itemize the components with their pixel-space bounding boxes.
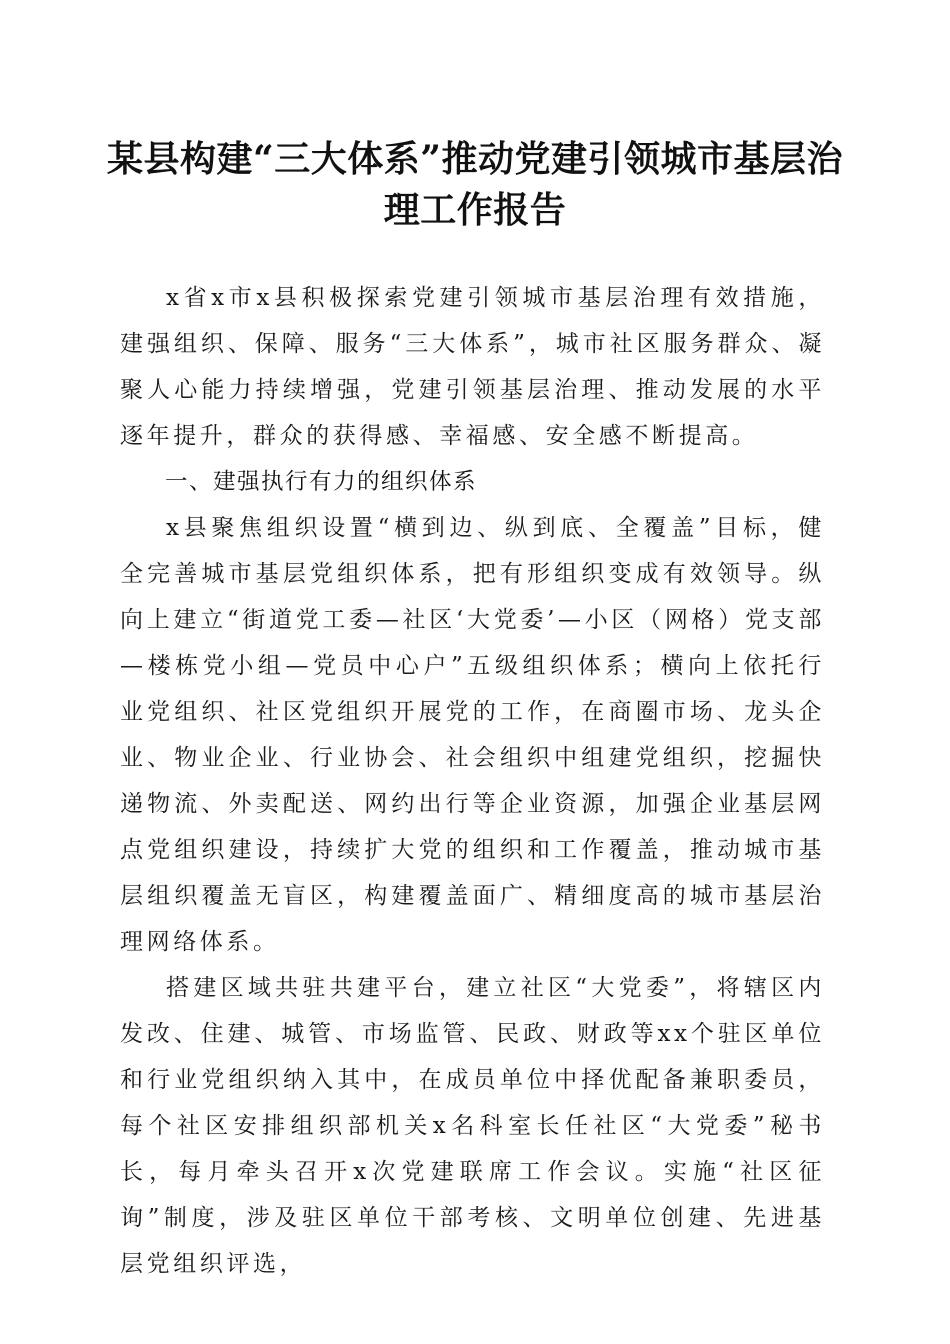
body-paragraph: 搭建区域共驻共建平台，建立社区“大党委”，将辖区内发改、住建、城管、市场监管、民政、财政等xx个驻区单位和行业党组织纳入其中，在成员单位中择优配备兼职委员，每个社区安排组织部机关x名科室长任社区“大党委”秘书长，每月牵头召开x次党建联席工作会议。实施“社区征询”制度，涉及驻区单位干部考核、文明单位创建、先进基层党组织评选， [120, 975, 825, 1277]
section-heading: 一、建强执行有力的组织体系 [165, 469, 478, 495]
body-paragraph: x县聚焦组织设置“横到边、纵到底、全覆盖”目标，健全完善城市基层党组织体系，把有形组织变成有效领导。纵向上建立“街道党工委—社区‘大党委’—小区（网格）党支部—楼栋党小组—党员中心户”五级组织体系；横向上依托行业党组织、社区党组织开展党的工作，在商圈市场、龙头企业、物业企业、行业协会、社会组织中组建党组织，挖掘快递物流、外卖配送、网约出行等企业资源，加强企业基层网点党组织建设，持续扩大党的组织和工作覆盖，推动城市基层组织覆盖无盲区，构建覆盖面广、精细度高的城市基层治理网络体系。 [120, 515, 825, 955]
intro-paragraph: x省x市x县积极探索党建引领城市基层治理有效措施，建强组织、保障、服务“三大体系”，城市社区服务群众、凝聚人心能力持续增强，党建引领基层治理、推动发展的水平逐年提升，群众的获得感、幸福感、安全感不断提高。 [120, 285, 825, 449]
document-title: 某县构建“三大体系”推动党建引领城市基层治理工作报告 [107, 138, 843, 231]
document-body [120, 275, 825, 1287]
